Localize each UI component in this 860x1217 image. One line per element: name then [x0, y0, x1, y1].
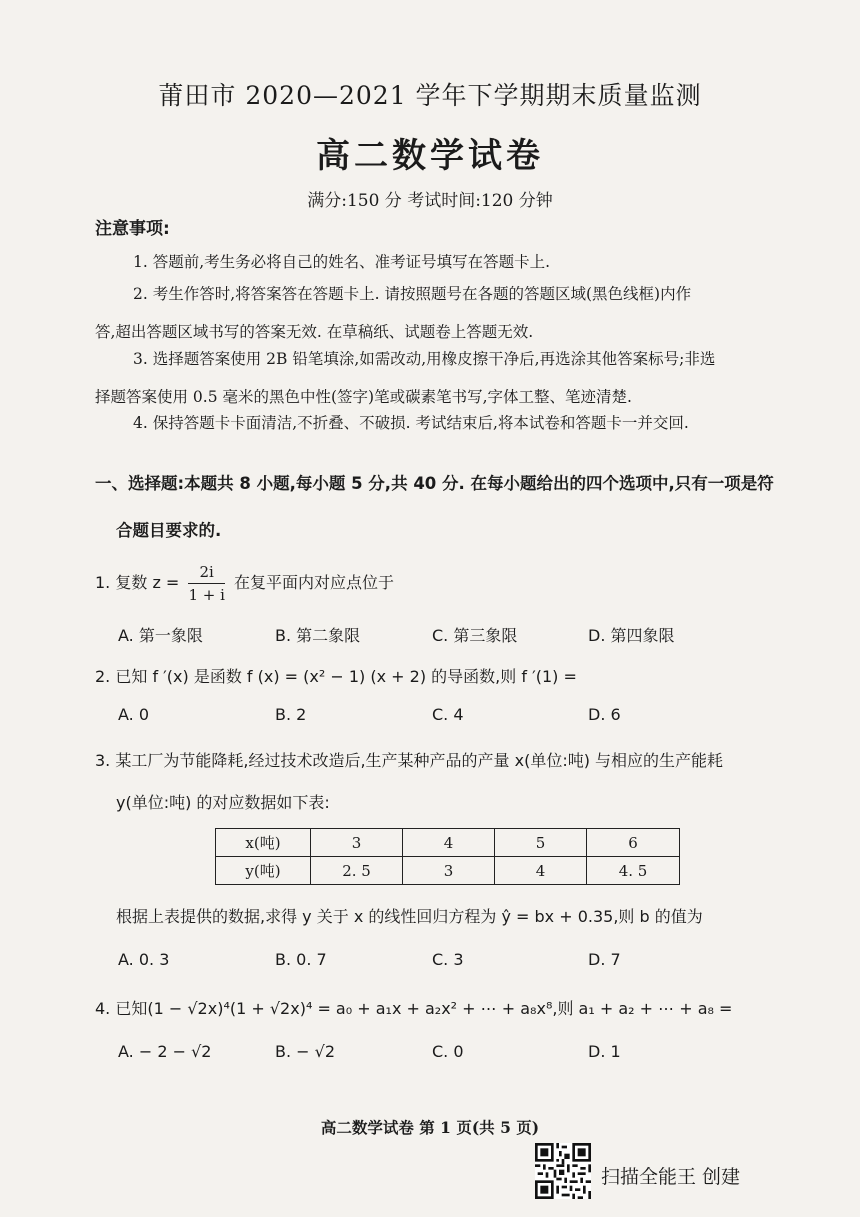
- q1-option-b: B. 第二象限: [275, 626, 361, 645]
- scan-watermark-text: 扫描全能王 创建: [601, 1166, 741, 1188]
- qr-code-icon: [535, 1143, 591, 1199]
- q4-option-a: A. − 2 − √2: [118, 1042, 212, 1061]
- section-heading-line-2: 合题目要求的.: [116, 521, 222, 540]
- q3-option-c: C. 3: [432, 950, 464, 969]
- q3-option-a: A. 0. 3: [118, 950, 170, 969]
- table-cell: 2. 5: [311, 857, 403, 885]
- note-1: [95, 250, 785, 272]
- table-cell: 4: [495, 857, 587, 885]
- note-2-line-1: 2. 考生作答时,将答案答在答题卡上. 请按照题号在各题的答题区域(黑色线框)内作: [133, 285, 692, 303]
- table-cell: 3: [403, 857, 495, 885]
- q4-option-d: D. 1: [588, 1042, 621, 1061]
- q4-option-b: B. − √2: [275, 1042, 336, 1061]
- table-cell: 4. 5: [587, 857, 680, 885]
- note-3: [95, 347, 785, 407]
- q2-option-a: A. 0: [118, 705, 150, 724]
- question-1: [95, 563, 394, 604]
- q1-prefix: 1. 复数 z =: [95, 573, 180, 592]
- q1-option-d: D. 第四象限: [588, 626, 675, 645]
- table-cell: 3: [311, 829, 403, 857]
- note-3-line-2: 择题答案使用 0.5 毫米的黑色中性(签字)笔或碳素笔书写,字体工整、笔迹清楚.: [95, 388, 632, 406]
- note-4-line: 4. 保持答题卡卡面清洁,不折叠、不破损. 考试结束后,将本试卷和答题卡一并交回.: [133, 414, 689, 432]
- table-cell: 5: [495, 829, 587, 857]
- table-row: [216, 829, 680, 857]
- q2-option-b: B. 2: [275, 705, 307, 724]
- q2-option-c: C. 4: [432, 705, 464, 724]
- table-cell: 6: [587, 829, 680, 857]
- question-3-line-1: 3. 某工厂为节能降耗,经过技术改造后,生产某种产品的产量 x(单位:吨) 与相应的生产能耗: [95, 751, 724, 770]
- table-cell: 4: [403, 829, 495, 857]
- page-footer: 高二数学试卷 第 1 页(共 5 页): [320, 1118, 540, 1137]
- q1-option-c: C. 第三象限: [432, 626, 518, 645]
- question-3-line-2: y(单位:吨) 的对应数据如下表:: [116, 793, 330, 812]
- table-cell: x(吨): [216, 829, 311, 857]
- q3-option-b: B. 0. 7: [275, 950, 327, 969]
- notes-title: 注意事项:: [95, 219, 170, 239]
- exam-header: 莆田市 2020—2021 学年下学期期末质量监测: [158, 81, 702, 110]
- q4-option-c: C. 0: [432, 1042, 464, 1061]
- q1-fraction: [188, 563, 224, 604]
- note-4: [95, 411, 785, 433]
- q1-fraction-denominator: 1 + i: [188, 586, 225, 604]
- q1-option-a: A. 第一象限: [118, 626, 203, 645]
- note-3-line-1: 3. 选择题答案使用 2B 铅笔填涂,如需改动,用橡皮擦干净后,再选涂其他答案标号;非选: [133, 350, 716, 368]
- note-2: [95, 282, 785, 342]
- note-2-line-2: 答,超出答题区域书写的答案无效. 在草稿纸、试题卷上答题无效.: [95, 323, 534, 341]
- note-1-line: 1. 答题前,考生务必将自己的姓名、准考证号填写在答题卡上.: [133, 253, 551, 271]
- question-4: 4. 已知(1 − √2x)⁴(1 + √2x)⁴ = a₀ + a₁x + a₂x² + ⋯ + a₈x⁸,则 a₁ + a₂ + ⋯ + a₈ =: [95, 999, 733, 1018]
- question-2: 2. 已知 f ′(x) 是函数 f (x) = (x² − 1) (x + 2) 的导函数,则 f ′(1) =: [95, 667, 577, 686]
- q3-option-d: D. 7: [588, 950, 621, 969]
- q1-fraction-numerator: 2i: [188, 563, 224, 584]
- table-row: [216, 857, 680, 885]
- table-cell: y(吨): [216, 857, 311, 885]
- exam-title: 高二数学试卷: [316, 136, 544, 176]
- exam-subtitle: 满分:150 分 考试时间:120 分钟: [307, 191, 553, 211]
- q3-data-table: [215, 828, 680, 885]
- q2-option-d: D. 6: [588, 705, 621, 724]
- section-heading-line-1: 一、选择题:本题共 8 小题,每小题 5 分,共 40 分. 在每小题给出的四个选项中,只有一项是符: [95, 474, 774, 493]
- question-3-after-table: 根据上表提供的数据,求得 y 关于 x 的线性回归方程为 ŷ = bx + 0.35,则 b 的值为: [116, 907, 703, 926]
- q1-suffix: 在复平面内对应点位于: [233, 573, 394, 592]
